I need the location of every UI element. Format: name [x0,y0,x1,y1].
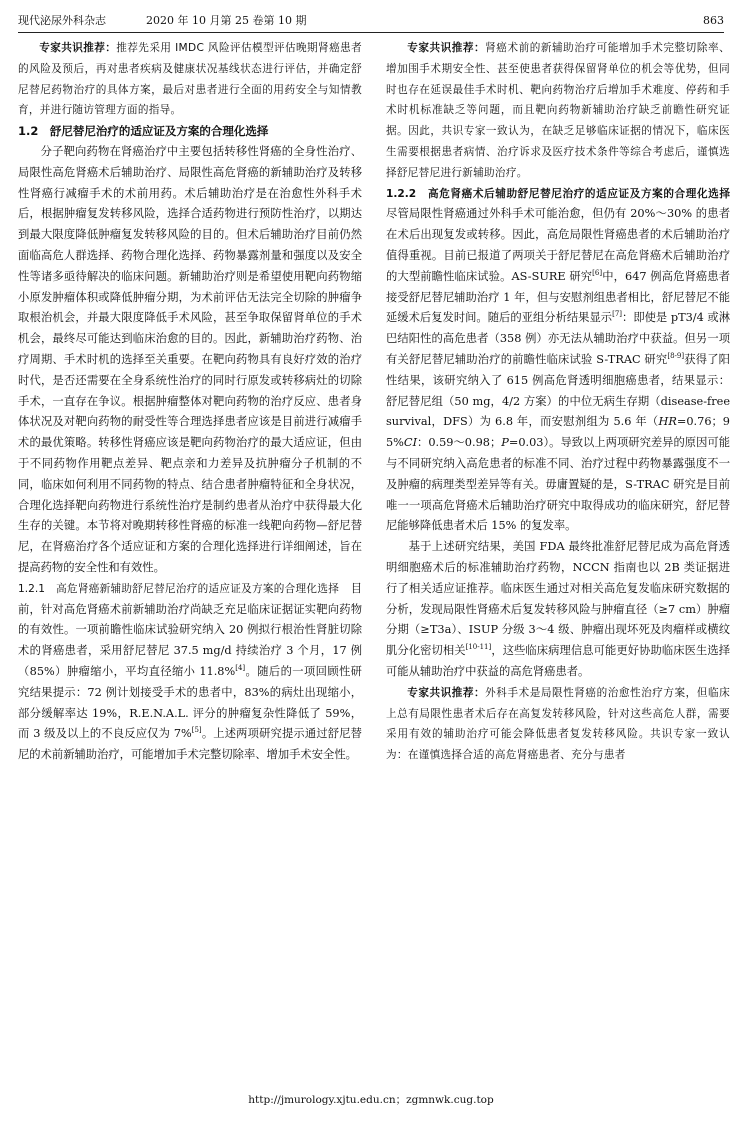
text-run: =0.03）。导致以上两项研究差异的原因可能与不同研究纳入高危患者的标准不同、治疗过程中药物暴露强度不一及肿瘤的病理类型差异等有关。毋庸置疑的是，S-TRAC 研究是目前唯一一项高危肾癌术后辅助治疗研究中取得成功的临床研究，舒尼替尼能够降低患者术后 15% 的复发率。 [386,436,730,533]
left-column [18,38,362,766]
expert-consensus-1 [18,38,362,121]
page-number: 863 [703,14,724,27]
consensus-text: 推荐先采用 IMDC 风险评估模型评估晚期肾癌患者的风险及预后，再对患者疾病及健康状况基线状态进行评估，并确定舒尼替尼药物治疗的具体方案，最后对患者进行全面的用药安全与知情教育，并进行随访管理方面的指导。 [18,42,362,117]
consensus-text: 肾癌术前的新辅助治疗可能增加手术完整切除率、增加围手术期安全性、甚至使患者获得保留肾单位的机会等优势，但同时也存在延误最佳手术时机、靶向药物治疗后增加手术难度、停药和手术时机标准缺乏等问题，而且靶向药物新辅助治疗缺乏前瞻性研究证据。因此，共识专家一致认为，在缺乏足够临床证据的情况下，临床医生需要根据患者病情、治疗诉求及医疗技术条件等综合考虑后，谨慎选择舒尼替尼进行新辅助治疗。 [386,42,730,179]
issue-info: 2020 年 10 月第 25 卷第 10 期 [146,14,307,27]
consensus-label: 专家共识推荐： [407,686,486,699]
section-heading-1-2-2: 1.2.2 高危肾癌术后辅助舒尼替尼治疗的适应证及方案的合理化选择 [386,187,730,200]
text-run: 中，647 例高危肾癌患者接受舒尼替尼辅助治疗 1 年，但与安慰剂组患者相比，舒尼替尼不能延缓术后复发时间。随后的亚组分析结果显示 [386,269,731,325]
paragraph-neoadjuvant [18,579,362,766]
text-run: 基于上述研究结果，美国 FDA 最终批准舒尼替尼成为高危肾透明细胞癌术后的标准辅助治疗药物，NCCN 指南也以 2B 类证据进行了相关适应证推荐。临床医生通过对相关高危复发临床研究数据的分析，发现局限性肾癌术后复发转移风险与肿瘤直径（≥7 cm）肿瘤分期（≥T3a）、ISUP 分级 3～4 级、肿瘤出现坏死及肉瘤样或横纹肌分化密切相关 [386,540,730,658]
text-run: 目前，针对高危肾癌术前新辅助治疗尚缺乏充足临床证据证实靶向药物的有效性。一项前瞻性临床试验研究纳入 20 例拟行根治性肾脏切除术的肾癌患者，采用舒尼替尼 37.5 mg/d 持续治疗 3 个月，17 例（85%）肿瘤缩小，平均直径缩小 11.8% [18,581,362,678]
text-run: ，这些临床病理信息可能更好协助临床医生选择可能从辅助治疗中获益的高危肾癌患者。 [386,644,730,678]
paragraph-adjuvant [386,184,730,538]
citation-10-11: [10-11] [465,643,492,652]
page-footer-urls: http://jmurology.xjtu.edu.cn；zgmnwk.cug.top [248,1094,494,1106]
text-run: 获得了阳性结果，该研究纳入了 615 例高危肾透明细胞癌患者，结果显示：舒尼替尼组（50 mg，4/2 方案）的中位无病生存期（disease-free survival，DFS）为 6.8 年，而安慰剂组为 5.6 年（ [386,352,730,429]
text-run: =0.76；95% [386,415,730,450]
citation-4: [4] [235,663,246,672]
text-run: 。随后的一项回顾性研究结果提示：72 例计划接受手术的患者中，83%的病灶出现缩小，部分缓解率达 19%，R.E.N.A.L. 评分的肿瘤复杂性降低了 59%，而 3 级及以上的不良反应仅为 7% [18,664,362,741]
citation-6: [6] [592,268,603,277]
journal-name: 现代泌尿外科杂志 [18,14,106,27]
text-run: 尽管局限性肾癌通过外科手术可能治愈，但仍有 20%～30% 的患者在术后出现复发或转移。因此，高危局限性肾癌患者的术后辅助治疗值得重视。目前已报道了两项关于舒尼替尼在高危肾癌术后辅助治疗的大型前瞻性临床试验。AS-SURE 研究 [386,207,730,283]
right-column [386,38,730,766]
section-heading-1-2: 1.2 舒尼替尼治疗的适应证及方案的合理化选择 [18,124,269,139]
paragraph-targeted-drugs: 分子靶向药物在肾癌治疗中主要包括转移性肾癌的全身性治疗、局限性高危肾癌术后辅助治疗、局限性高危肾癌的新辅助治疗及转移性肾癌行减瘤手术的术前用药。术后辅助治疗是在治愈性外科手术后，根据肿瘤复发转移风险，选择合适药物进行预防性治疗，以期达到最大限度降低肿瘤复发转移风险的目的。但术后辅助治疗目前仍然面临高危人群选择、药物合理化选择、药物暴露剂量和强度以及安全性等诸多亟待解决的临床问题。新辅助治疗则是希望使用靶向药物缩小原发肿瘤体积或降低肿瘤分期，为术前评估无法完全切除的肿瘤争取根治机会，并最大限度降低手术风险，甚至争取保留肾单位的手术机会，最终尽可能达到临床治愈的目的。因此，新辅助治疗药物、治疗周期、手术时机的选择至关重要。在靶向药物具有良好疗效的治疗时代，是否还需要在全身系统性治疗的同时行原发或转移病灶的切除手术，一直存在争议。根据肿瘤整体对靶向药物的治疗反应、患者身体状况及对靶向药物的耐受性等合理选择患者应该是目前进行减瘤手术的最优策略。转移性肾癌应该是靶向药物治疗的最大适应证，但由于不同药物作用靶点差异、靶点亲和力差异及抗肿瘤分子机制的不同，临床如何利用不同药物的特点、结合患者肿瘤特征和全身状况，合理化选择靶向药物进行系统性治疗是制约患者从治疗中获得最大化生存的关键。本节将对晚期转移性肾癌的标准一线靶向药物—舒尼替尼，在肾癌治疗各个适应证和方案的合理化选择进行详细阐述，旨在提高药物的安全性和有效性。 [18,144,362,574]
p-symbol: P [501,436,509,450]
text-run: ：0.59～0.98； [417,436,502,450]
section-heading-1-2-1: 1.2.1 高危肾癌新辅助舒尼替尼治疗的适应证及方案的合理化选择 [18,582,340,595]
consensus-text: 外科手术是局限性肾癌的治愈性治疗方案，但临床上总有局限性患者术后存在高复发转移风险，针对这些高危人群，需要采用有效的辅助治疗可能会降低患者复发转移风险。共识专家一致认为：在谨慎选择合适的高危肾癌患者、充分与患者 [386,686,730,762]
ci-symbol: CI [403,436,418,450]
hr-symbol: HR [658,415,677,429]
text-run: 。上述两项研究提示通过舒尼替尼的术前新辅助治疗，可能增加手术完整切除率、增加手术安全性。 [18,727,362,762]
citation-7: [7] [612,310,623,319]
citation-5: [5] [191,726,202,735]
consensus-label: 专家共识推荐： [39,42,117,54]
expert-consensus-3 [386,683,730,766]
text-run: ：即使是 pT3/4 或淋巴结阳性的高危患者（358 例）亦无法从辅助治疗中获益。但另一项有关舒尼替尼辅助治疗的前瞻性临床试验 S-TRAC 研究 [386,311,730,366]
consensus-label: 专家共识推荐： [407,42,486,54]
running-header [18,10,724,33]
paragraph-fda-approval [386,537,730,683]
expert-consensus-2 [386,38,730,184]
citation-8-9: [8-9] [667,351,685,360]
